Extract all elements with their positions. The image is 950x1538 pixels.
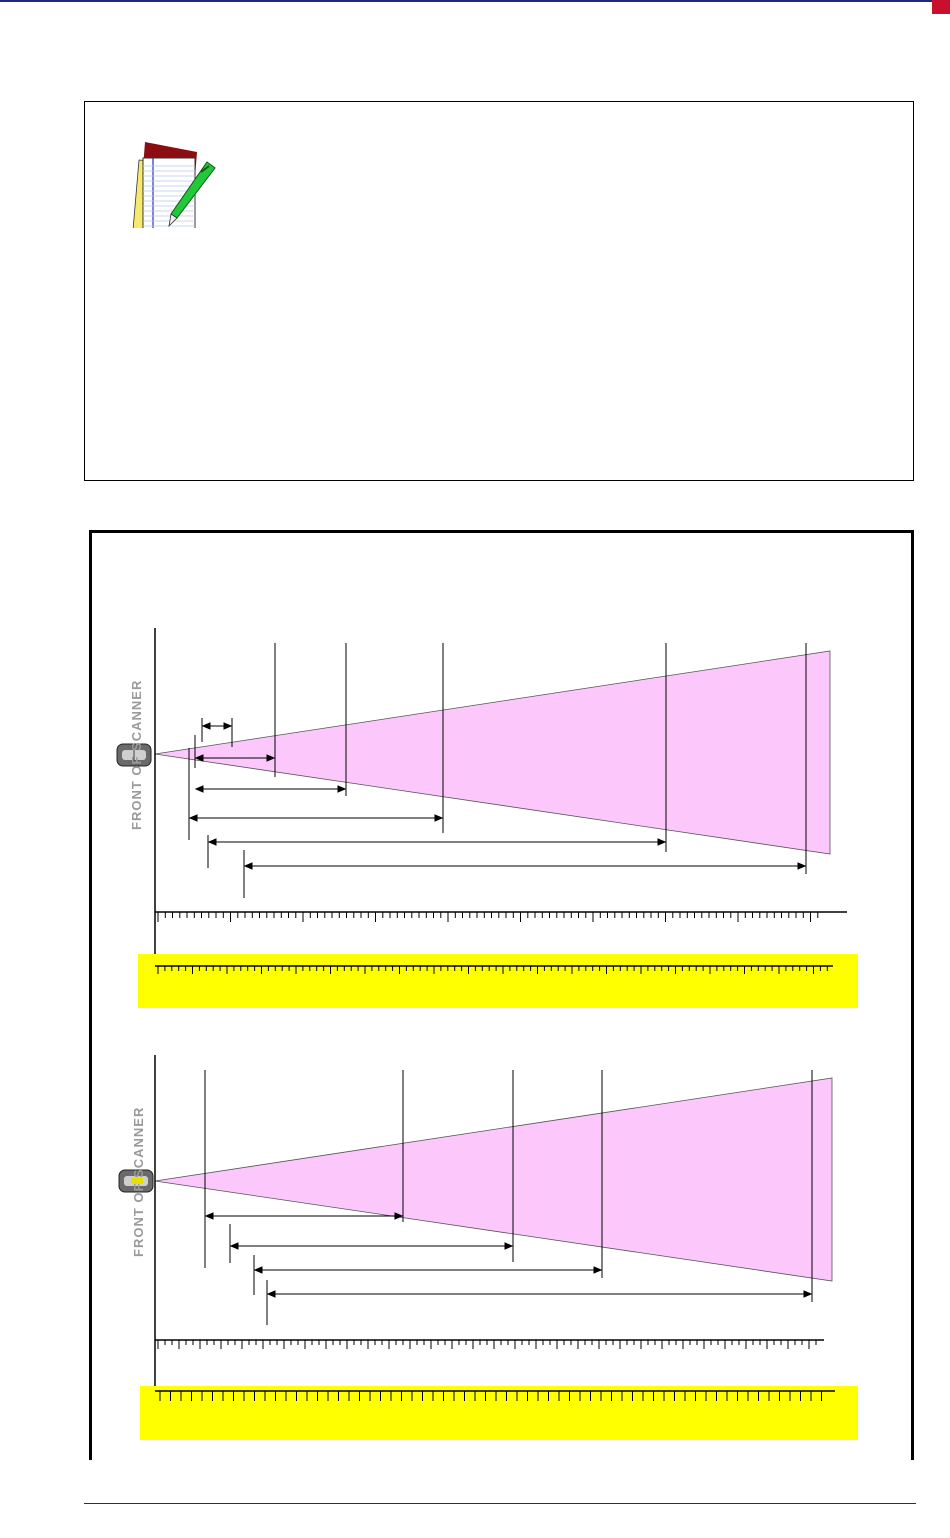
ruler-inches-1 xyxy=(158,912,818,922)
diagram-2 xyxy=(119,1055,858,1440)
beam-cone-2 xyxy=(155,1078,832,1281)
front-of-scanner-label: FRONT OF SCANNER xyxy=(129,679,144,830)
front-of-scanner-label: FRONT OF SCANNER xyxy=(131,1106,146,1257)
ruler-band-2 xyxy=(140,1386,858,1440)
ruler-band-1 xyxy=(138,954,858,1008)
ruler-inches-2 xyxy=(158,1340,816,1349)
footer-rule xyxy=(84,1503,916,1504)
beam-cone-1 xyxy=(155,651,830,854)
diagram-1 xyxy=(117,628,858,1008)
